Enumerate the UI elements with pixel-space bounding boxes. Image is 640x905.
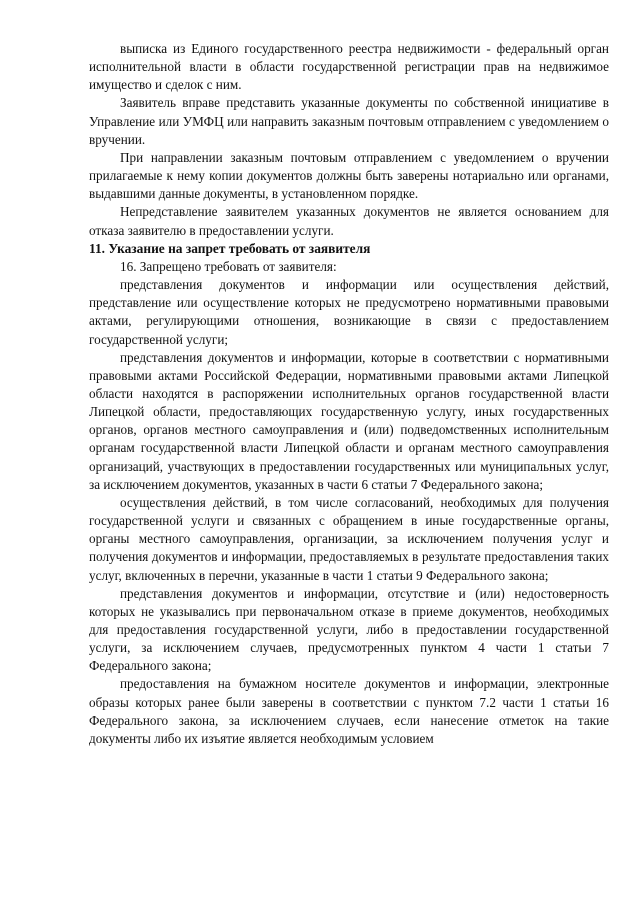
paragraph-prohibition-3: осуществления действий, в том числе согласований, необходимых для получения государственной услуги и связанных с обращением в иные государственные органы, органы местного самоуправления, организации, за исключением получения услуг и получения документов и информации, предоставляемых в результате предоставления таких услуг, включенных в перечни, указанные в части 1 статьи 9 Федерального закона; bbox=[89, 494, 609, 583]
paragraph-item-16: 16. Запрещено требовать от заявителя: bbox=[120, 258, 337, 274]
section-heading: 11. Указание на запрет требовать от заявителя bbox=[89, 240, 371, 256]
paragraph-non-submission: Непредставление заявителем указанных документов не является основанием для отказа заявителю в предоставлении услуги. bbox=[89, 204, 609, 238]
paragraph-prohibition-4: представления документов и информации, отсутствие и (или) недостоверность которых не указывались при первоначальном отказе в приеме документов, необходимых для предоставления государственной услуги, либо в предоставлении государственной услуги, за исключением случаев, предусмотренных пунктом 4 части 1 статьи 7 Федерального закона; bbox=[89, 585, 609, 674]
paragraph-prohibition-1: представления документов и информации или осуществления действий, представление или осуществление которых не предусмотрено нормативными правовыми актами, регулирующими отношения, возникающие в связи с предоставлением государственной услуги; bbox=[89, 277, 609, 347]
paragraph-prohibition-2: представления документов и информации, которые в соответствии с нормативными правовыми актами Российской Федерации, нормативными правовыми актами Липецкой области находятся в распоряжении исполнительных органов государственной власти Липецкой области, предоставляющих государственную услугу, иных государственных органов, органов местного самоуправления и (или) подведомственных исполнительным органам государственной власти Липецкой области и органам местного самоуправления организаций, участвующих в предоставлении государственных или муниципальных услуг, за исключением документов, указанных в части 6 статьи 7 Федерального закона; bbox=[89, 349, 609, 492]
paragraph-prohibition-5: предоставления на бумажном носителе документов и информации, электронные образы которых ранее были заверены в соответствии с пунктом 7.2 части 1 статьи 16 Федерального закона, за исключением случаев, если нанесение отметок на такие документы либо их изъятие является необходимым условием bbox=[89, 676, 609, 746]
paragraph-postal-submission: При направлении заказным почтовым отправлением с уведомлением о вручении прилагаемые к нему копии документов должны быть заверены нотариально или органами, выдавшими данные документы, в установленном порядке. bbox=[89, 149, 609, 202]
document-body bbox=[89, 40, 609, 748]
paragraph-applicant-right: Заявитель вправе представить указанные документы по собственной инициативе в Управление или УМФЦ или направить заказным почтовым отправлением с уведомлением о вручении. bbox=[89, 95, 609, 147]
paragraph-registry-extract: выписка из Единого государственного реестра недвижимости - федеральный орган исполнительной власти в области государственной регистрации прав на недвижимое имущество и сделок с ним. bbox=[89, 41, 609, 93]
